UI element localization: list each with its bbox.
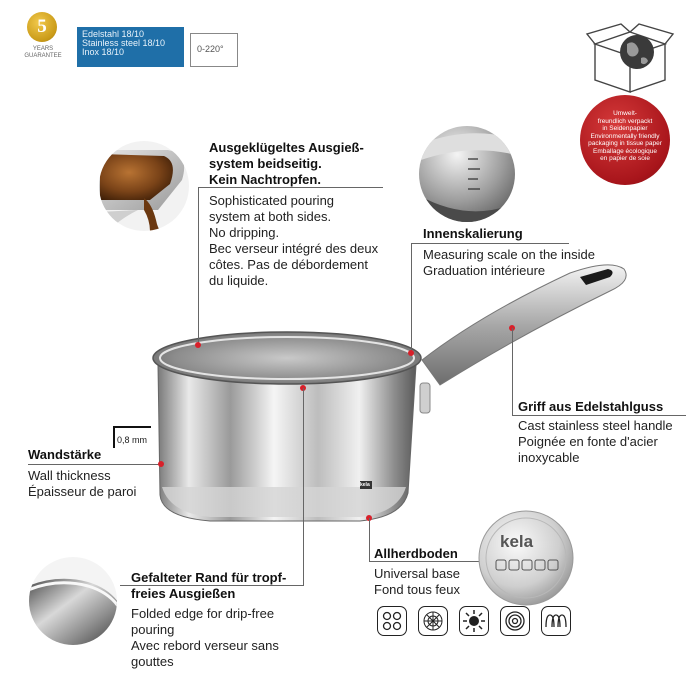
feature-rim-text: [131, 606, 311, 670]
text-line: inoxycable: [518, 450, 580, 465]
feature-scale-text: [423, 247, 623, 279]
eco-line: freundlich verpackt: [597, 117, 653, 125]
text-line: Fond tous feux: [374, 582, 460, 597]
eco-line: packaging in tissue paper: [588, 140, 662, 147]
leader-line: [369, 518, 370, 561]
guarantee-label-line: GUARANTEE: [24, 53, 62, 59]
eco-line: Umwelt-: [613, 110, 637, 117]
text-line: system at both sides.: [209, 209, 332, 224]
feature-scale-title: Innenskalierung: [423, 226, 523, 241]
feature-pouring-text: [209, 193, 409, 289]
thickness-value: 0,8 mm: [117, 435, 148, 445]
base-brand-logo: kela: [500, 532, 534, 551]
temperature-badge: [190, 33, 238, 67]
text-line: Sophisticated pouring: [209, 193, 335, 208]
text-line: Graduation intérieure: [423, 263, 546, 278]
induction-hob-icon: [541, 606, 571, 636]
electric-hob-icon: [377, 606, 407, 636]
eco-line: Environmentally friendly: [590, 132, 660, 140]
feature-wall-title: Wandstärke: [28, 447, 102, 462]
pouring-marker: [195, 342, 201, 348]
leader-line: [303, 388, 304, 585]
leader-line: [512, 415, 686, 416]
text-line: gouttes: [131, 654, 174, 669]
text-line: Universal base: [374, 566, 460, 581]
eco-line: en papier de soie: [600, 155, 650, 162]
guarantee-years: 5: [37, 16, 47, 37]
eco-line: in Seidenpapier: [602, 125, 648, 132]
text-line: du liquide.: [209, 273, 269, 288]
leader-line: [28, 464, 160, 465]
material-line: Inox 18/10: [82, 47, 125, 57]
text-line: Measuring scale on the inside: [423, 247, 595, 262]
leader-line: [512, 328, 513, 416]
text-line: No dripping.: [209, 225, 280, 240]
text-line: Avec rebord verseur sans: [131, 638, 279, 653]
wall-marker: [158, 461, 164, 467]
leader-line: [411, 243, 569, 244]
feature-handle-text: [518, 418, 698, 466]
feature-rim-title: [131, 570, 311, 602]
text-line: Folded edge for drip-free: [131, 606, 275, 621]
gas-hob-icon: [459, 606, 489, 636]
halogen-hob-icon: [500, 606, 530, 636]
material-line: Edelstahl 18/10: [82, 29, 145, 39]
leader-line: [411, 243, 412, 353]
leader-line: [198, 187, 383, 188]
feature-base-title: Allherdboden: [374, 546, 458, 561]
eco-packaging-badge: [580, 95, 670, 185]
temperature-value: 0-220°: [197, 44, 224, 54]
base-detail-image: [478, 510, 574, 606]
guarantee-label-line: YEARS: [32, 46, 54, 52]
box-globe-icon: [585, 22, 675, 94]
heading-line: freies Ausgießen: [131, 586, 236, 601]
eco-line: Emballage écologique: [593, 147, 657, 155]
text-line: Poignée en fonte d'acier: [518, 434, 658, 449]
text-line: Bec verseur intégré des deux: [209, 241, 379, 256]
heading-line: Kein Nachtropfen.: [209, 172, 321, 187]
text-line: Wall thickness: [28, 468, 111, 483]
feature-handle-title: Griff aus Edelstahlguss: [518, 399, 664, 414]
text-line: Cast stainless steel handle: [518, 418, 673, 433]
heading-line: Gefalteter Rand für tropf-: [131, 570, 287, 585]
saucepan-image: [140, 255, 640, 530]
feature-wall-text: [28, 468, 188, 500]
material-line: Stainless steel 18/10: [82, 38, 166, 48]
pouring-detail-image: [98, 140, 190, 232]
heading-line: system beidseitig.: [209, 156, 322, 171]
scale-marker: [408, 350, 414, 356]
thickness-indicator: [113, 426, 151, 448]
scale-detail-image: [418, 125, 516, 223]
leader-line: [198, 187, 199, 344]
text-line: côtes. Pas de débordement: [209, 257, 368, 272]
ceramic-hob-icon: [418, 606, 448, 636]
text-line: pouring: [131, 622, 175, 637]
text-line: Épaisseur de paroi: [28, 484, 137, 499]
guarantee-label: [18, 46, 68, 60]
rim-detail-image: [28, 556, 118, 646]
pan-brand-label: kela: [360, 482, 370, 488]
feature-pouring-title: [209, 140, 409, 188]
material-badge: [77, 27, 184, 67]
guarantee-badge: [18, 12, 68, 68]
heading-line: Ausgeklügeltes Ausgieß-: [209, 140, 364, 155]
